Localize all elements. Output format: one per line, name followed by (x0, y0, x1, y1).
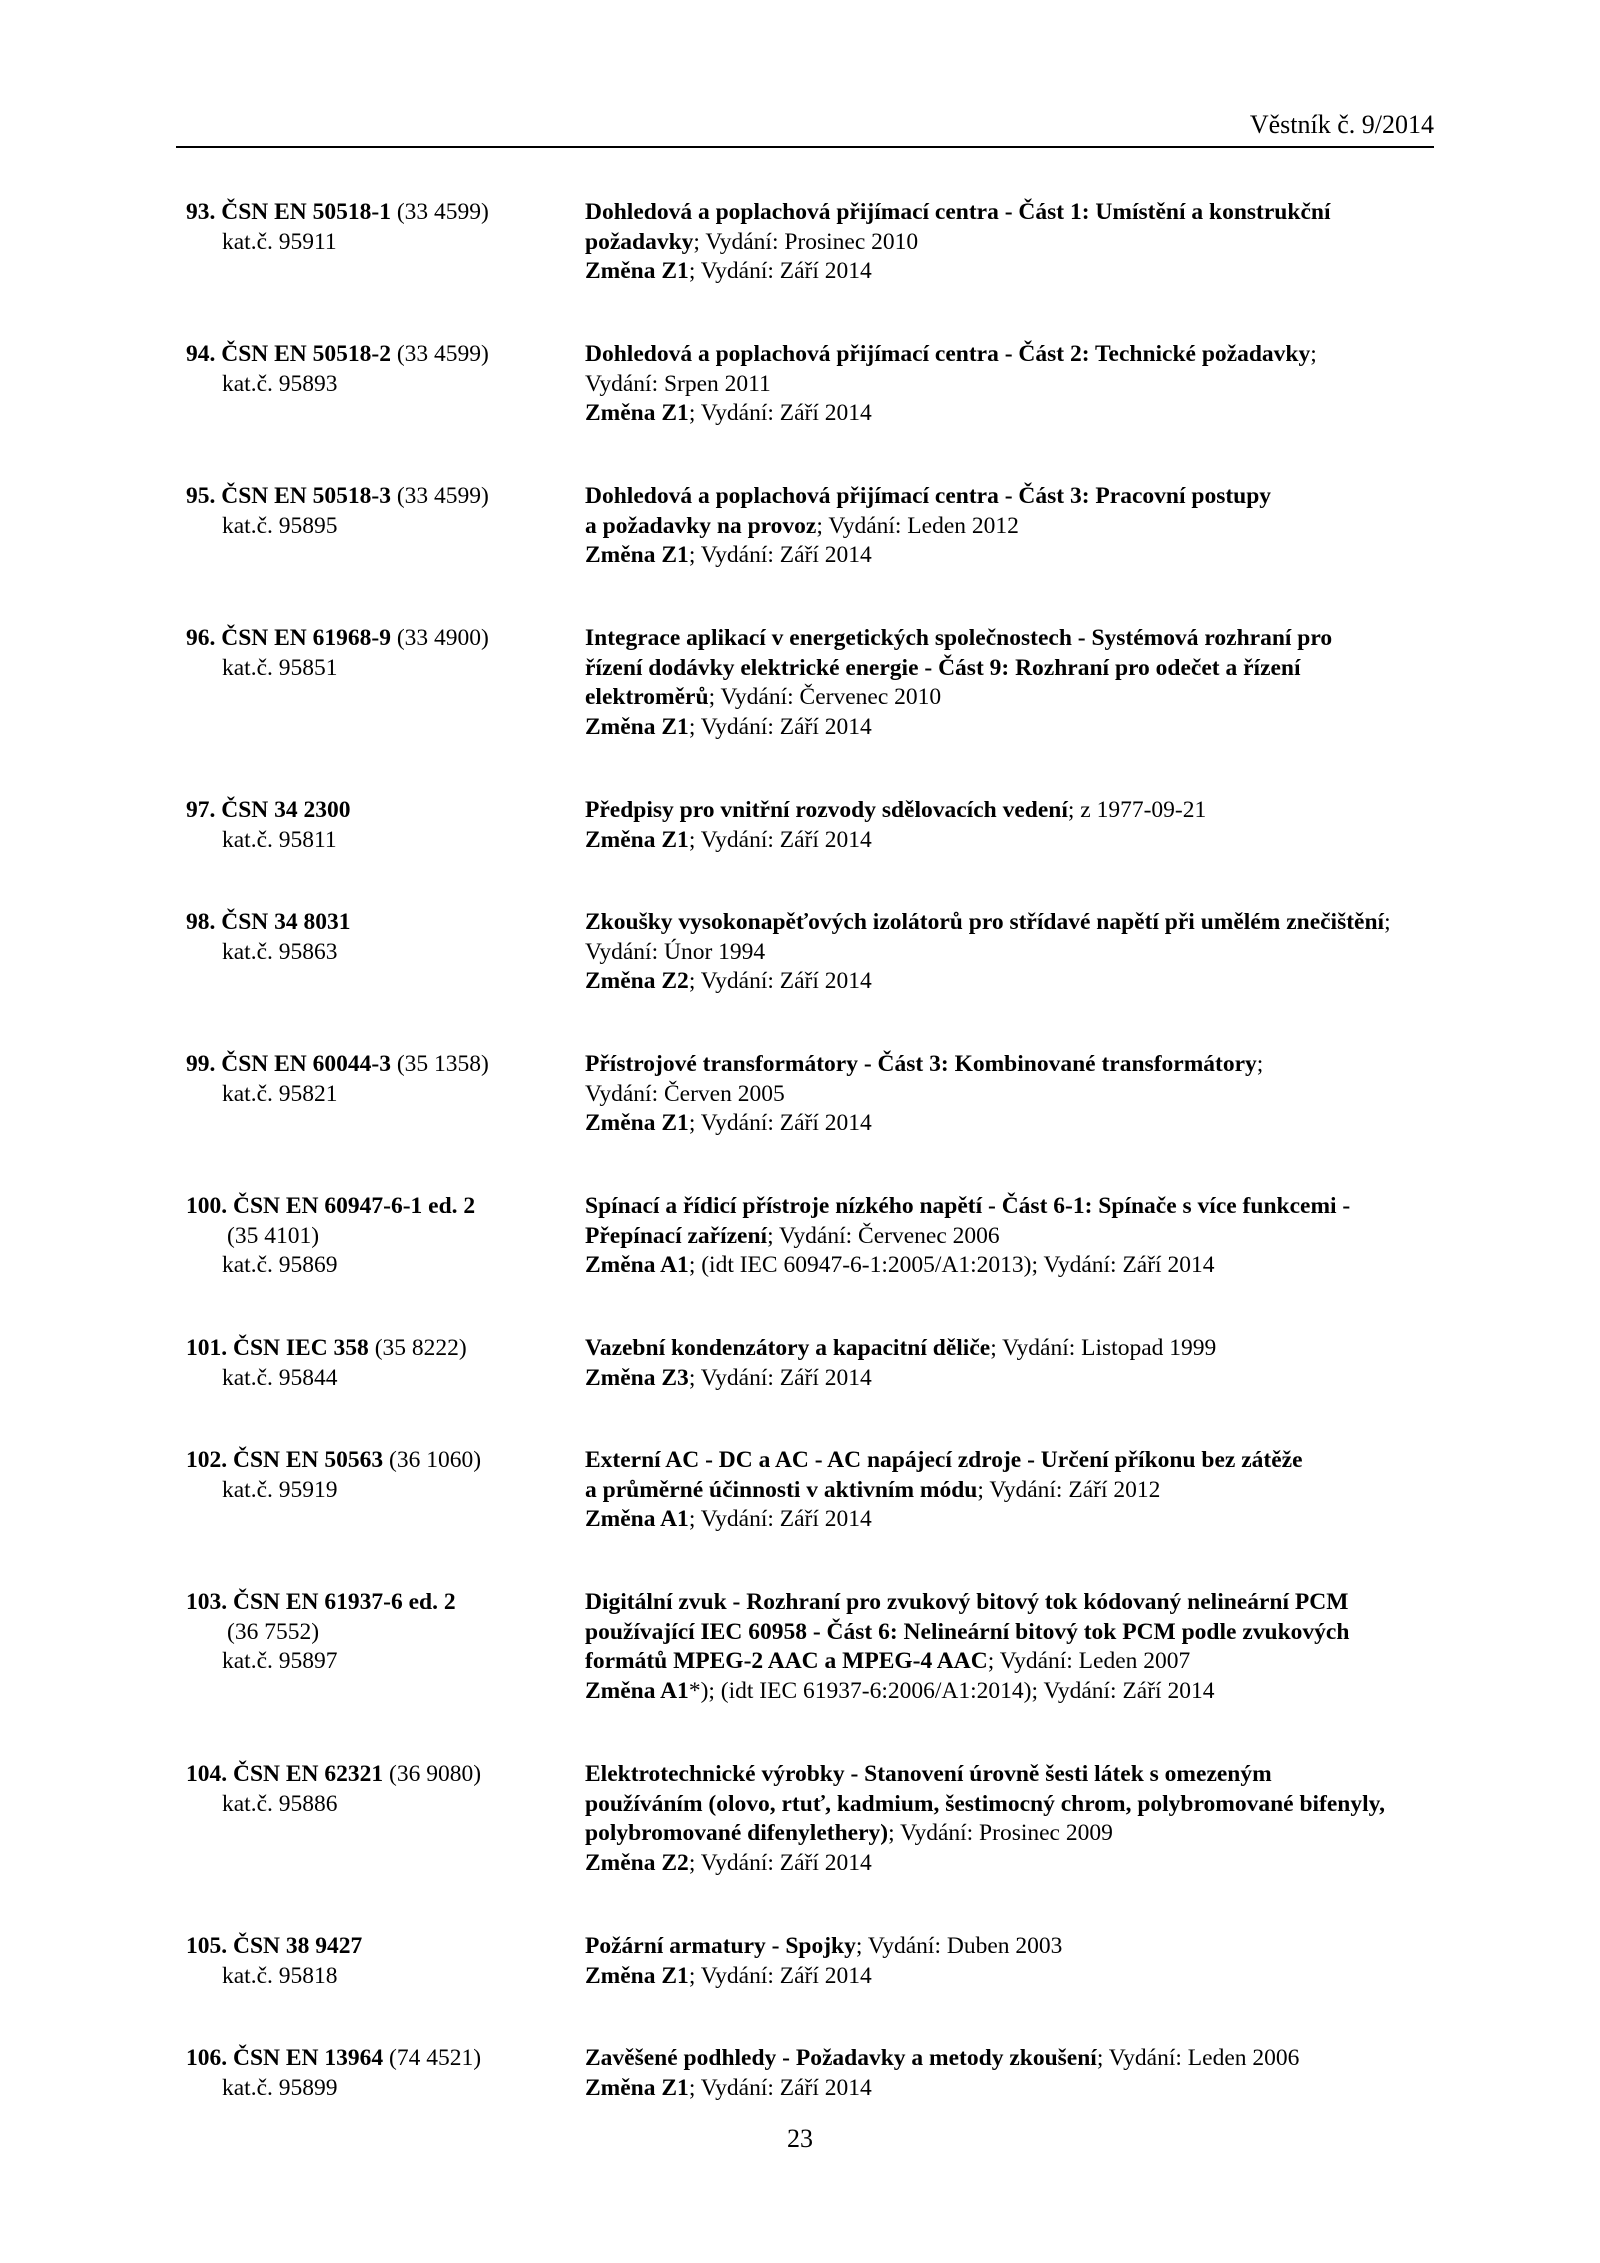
amendment-label: Změna Z3 (585, 1364, 689, 1391)
title-suffix: ; Vydání: Listopad 1999 (990, 1335, 1217, 1361)
standard-code: ČSN EN 50518-3 (221, 483, 391, 509)
amendment-issue: ; Vydání: Září 2014 (688, 1962, 872, 1989)
standard-code: ČSN EN 61968-9 (221, 625, 391, 651)
standard-description (585, 908, 1465, 997)
title-suffix: ; Vydání: Červenec 2006 (767, 1222, 1000, 1249)
standard-code-line (186, 1334, 576, 1364)
entry-number: 102. (186, 1447, 228, 1473)
standard-identifier (186, 340, 576, 399)
standard-title: Spínací a řídicí přístroje nízkého napětí - Část 6-1: Spínače s více funkcemi - (585, 1193, 1351, 1219)
catalogue-number-line (186, 1790, 576, 1820)
title-suffix: ; z 1977-09-21 (1067, 797, 1207, 823)
amendment-line (585, 2074, 1465, 2104)
classification-code: (36 9080) (383, 1761, 482, 1787)
title-suffix: ; Vydání: Leden 2006 (1096, 2045, 1300, 2071)
amendment-line (585, 1849, 1465, 1879)
standard-title: Zkoušky vysokonapěťových izolátorů pro střídavé napětí při umělém znečištění (585, 909, 1385, 935)
entry-number: 94. (186, 341, 216, 367)
amendment-issue: ; (idt IEC 60947-6-1:2005/A1:2013); Vydání: Září 2014 (688, 1252, 1215, 1278)
classification-code: (36 1060) (383, 1447, 482, 1473)
standard-code-line (186, 1760, 576, 1790)
classification-code-line (186, 1222, 576, 1252)
amendment-issue: ; Vydání: Září 2014 (688, 1849, 872, 1876)
amendment-issue: ; Vydání: Září 2014 (688, 1110, 872, 1136)
standard-code: ČSN 34 2300 (221, 797, 351, 823)
amendment-label: Změna Z1 (585, 713, 689, 740)
standard-title: Digitální zvuk - Rozhraní pro zvukový bitový tok kódovaný nelineární PCM (585, 1589, 1349, 1615)
entry-number: 99. (186, 1051, 216, 1077)
catalogue-number: kat.č. 95911 (222, 228, 337, 255)
issue-line (585, 370, 1465, 400)
entry-number: 104. (186, 1761, 228, 1787)
catalogue-number: kat.č. 95851 (222, 654, 338, 681)
standard-identifier (186, 908, 576, 967)
title-suffix: ; (1310, 341, 1317, 367)
standard-code-line (186, 1588, 576, 1618)
title-line (585, 1760, 1465, 1790)
amendment-label: Změna Z1 (585, 542, 689, 568)
standard-identifier (186, 1334, 576, 1393)
amendment-issue: ; Vydání: Září 2014 (688, 542, 872, 568)
amendment-line (585, 1505, 1465, 1535)
catalogue-number: kat.č. 95919 (222, 1476, 338, 1503)
catalogue-number: kat.č. 95897 (222, 1648, 338, 1674)
title-line (585, 1050, 1465, 1080)
standard-code-line (186, 796, 576, 826)
standard-code-line (186, 1192, 576, 1222)
catalogue-number: kat.č. 95869 (222, 1252, 338, 1278)
standard-code: ČSN 38 9427 (233, 1933, 363, 1959)
entry-number: 98. (186, 909, 216, 935)
title-suffix: ; Vydání: Leden 2007 (987, 1648, 1191, 1674)
standard-code-line (186, 198, 576, 228)
catalogue-number: kat.č. 95818 (222, 1962, 338, 1989)
amendment-line (585, 826, 1465, 856)
amendment-issue: ; Vydání: Září 2014 (688, 826, 872, 853)
amendment-line (585, 967, 1465, 997)
title-line (585, 624, 1465, 654)
standard-code-line (186, 908, 576, 938)
title-line (585, 340, 1465, 370)
standard-title: Vazební kondenzátory a kapacitní děliče (585, 1335, 991, 1361)
title-line (585, 1334, 1465, 1364)
standard-title: formátů MPEG-2 AAC a MPEG-4 AAC (585, 1648, 988, 1674)
amendment-line (585, 1251, 1465, 1281)
catalogue-number-line (186, 1476, 576, 1506)
classification-code: (33 4599) (390, 483, 489, 509)
entry-number: 100. (186, 1193, 228, 1219)
standard-code-line (186, 1446, 576, 1476)
standard-code: ČSN EN 60044-3 (221, 1051, 391, 1077)
standard-code: ČSN EN 62321 (233, 1761, 384, 1787)
amendment-label: Změna Z1 (585, 258, 689, 284)
page-footer (0, 2124, 1600, 2154)
amendment-label: Změna A1 (585, 1677, 689, 1704)
standard-title: polybromované difenylethery) (585, 1820, 889, 1846)
issue-date: Vydání: Červen 2005 (585, 1080, 785, 1107)
standard-title: Přepínací zařízení (585, 1222, 768, 1249)
entry-number: 103. (186, 1589, 228, 1615)
entry-number: 105. (186, 1933, 228, 1959)
amendment-line (585, 399, 1465, 429)
title-line (585, 1790, 1465, 1820)
title-line (585, 1618, 1465, 1648)
catalogue-number-line (186, 1080, 576, 1110)
standard-identifier (186, 1050, 576, 1109)
title-line (585, 1647, 1465, 1677)
page-number: 23 (787, 2124, 813, 2153)
standard-code: ČSN EN 61937-6 ed. 2 (233, 1589, 456, 1615)
standard-identifier (186, 1588, 576, 1677)
standard-code-line (186, 2044, 576, 2074)
standard-title: Dohledová a poplachová přijímací centra - Část 1: Umístění a konstrukční (585, 199, 1331, 225)
amendment-issue: ; Vydání: Září 2014 (688, 1364, 872, 1391)
standard-code-line (186, 624, 576, 654)
entry-number: 106. (186, 2045, 228, 2071)
amendment-line (585, 1364, 1465, 1394)
catalogue-number-line (186, 1647, 576, 1677)
amendment-line (585, 713, 1465, 743)
classification-code: (33 4599) (390, 199, 489, 225)
catalogue-number: kat.č. 95811 (222, 826, 337, 853)
standard-code-line (186, 1050, 576, 1080)
standard-title: a požadavky na provoz (585, 512, 817, 539)
title-suffix: ; Vydání: Leden 2012 (816, 512, 1019, 539)
title-line (585, 1446, 1465, 1476)
amendment-issue: ; Vydání: Září 2014 (688, 400, 872, 426)
standard-code: ČSN EN 13964 (233, 2045, 384, 2071)
title-line (585, 1932, 1465, 1962)
standard-description (585, 1932, 1465, 1991)
catalogue-number-line (186, 370, 576, 400)
standard-identifier (186, 796, 576, 855)
title-suffix: ; Vydání: Červenec 2010 (708, 684, 942, 710)
issue-date: Vydání: Srpen 2011 (585, 370, 771, 397)
title-line (585, 198, 1465, 228)
catalogue-number-line (186, 228, 576, 258)
amendment-issue: ; Vydání: Září 2014 (688, 2074, 872, 2101)
title-line (585, 908, 1465, 938)
title-line (585, 228, 1465, 258)
standard-code-line (186, 340, 576, 370)
title-line (585, 1588, 1465, 1618)
title-suffix: ; Vydání: Duben 2003 (855, 1933, 1063, 1959)
standard-description (585, 1192, 1465, 1281)
journal-issue-title: Věstník č. 9/2014 (1249, 110, 1434, 139)
catalogue-number: kat.č. 95863 (222, 938, 338, 965)
standard-description (585, 796, 1465, 855)
catalogue-number: kat.č. 95821 (222, 1080, 338, 1107)
catalogue-number-line (186, 1962, 576, 1992)
standard-code: ČSN 34 8031 (221, 909, 351, 935)
title-suffix: ; Vydání: Prosinec 2009 (888, 1820, 1113, 1846)
standard-code-line (186, 1932, 576, 1962)
classification-code: (74 4521) (383, 2045, 482, 2071)
title-line (585, 1192, 1465, 1222)
catalogue-number-line (186, 938, 576, 968)
classification-code: (33 4900) (390, 625, 489, 651)
classification-code: (35 4101) (227, 1222, 320, 1249)
standard-code: ČSN EN 50563 (233, 1447, 384, 1473)
amendment-issue: ; Vydání: Září 2014 (688, 258, 872, 284)
amendment-line (585, 1109, 1465, 1139)
title-suffix: ; Vydání: Prosinec 2010 (693, 228, 919, 255)
amendment-line (585, 541, 1465, 571)
classification-code: (35 1358) (390, 1051, 489, 1077)
title-line (585, 1222, 1465, 1252)
standard-description (585, 1334, 1465, 1393)
standard-code: ČSN EN 50518-2 (221, 341, 391, 367)
standard-title: Elektrotechnické výrobky - Stanovení úrovně šesti látek s omezeným (585, 1761, 1272, 1787)
standard-description (585, 1446, 1465, 1535)
issue-line (585, 1080, 1465, 1110)
catalogue-number: kat.č. 95899 (222, 2074, 338, 2101)
standard-identifier (186, 1760, 576, 1819)
standard-title: Zavěšené podhledy - Požadavky a metody zkoušení (585, 2045, 1097, 2071)
entry-number: 96. (186, 625, 216, 651)
amendment-issue: ; Vydání: Září 2014 (688, 1506, 872, 1532)
issue-date: Vydání: Únor 1994 (585, 938, 766, 965)
amendment-label: Změna Z1 (585, 400, 689, 426)
amendment-label: Změna Z1 (585, 826, 689, 853)
standard-identifier (186, 2044, 576, 2103)
standard-identifier (186, 1192, 576, 1281)
amendment-label: Změna Z1 (585, 2074, 689, 2101)
catalogue-number: kat.č. 95844 (222, 1364, 338, 1391)
entry-number: 95. (186, 483, 216, 509)
page-header (176, 108, 1434, 148)
standard-description (585, 482, 1465, 571)
entry-number: 101. (186, 1335, 228, 1361)
classification-code: (36 7552) (227, 1618, 320, 1645)
title-line (585, 1476, 1465, 1506)
amendment-label: Změna A1 (585, 1252, 689, 1278)
standard-title: používáním (olovo, rtuť, kadmium, šestimocný chrom, polybromované bifenyly, (585, 1790, 1385, 1817)
title-line (585, 1819, 1465, 1849)
catalogue-number-line (186, 1364, 576, 1394)
standard-title: řízení dodávky elektrické energie - Část 9: Rozhraní pro odečet a řízení (585, 654, 1301, 681)
standard-title: Předpisy pro vnitřní rozvody sdělovacích vedení (585, 797, 1068, 823)
standard-description (585, 1588, 1465, 1706)
catalogue-number: kat.č. 95895 (222, 512, 338, 539)
standard-title: Požární armatury - Spojky (585, 1933, 856, 1959)
amendment-label: Změna Z2 (585, 968, 689, 994)
catalogue-number: kat.č. 95886 (222, 1790, 338, 1817)
classification-code-line (186, 1618, 576, 1648)
standard-title: Dohledová a poplachová přijímací centra - Část 2: Technické požadavky (585, 341, 1311, 367)
entry-number: 97. (186, 797, 216, 823)
catalogue-number-line (186, 1251, 576, 1281)
catalogue-number-line (186, 826, 576, 856)
standard-identifier (186, 198, 576, 257)
standard-title: Dohledová a poplachová přijímací centra - Část 3: Pracovní postupy (585, 483, 1272, 509)
classification-code: (33 4599) (390, 341, 489, 367)
standard-title: Externí AC - DC a AC - AC napájecí zdroje - Určení příkonu bez zátěže (585, 1447, 1303, 1473)
catalogue-number-line (186, 512, 576, 542)
catalogue-number: kat.č. 95893 (222, 370, 338, 397)
standard-identifier (186, 624, 576, 683)
amendment-issue: ; Vydání: Září 2014 (688, 968, 872, 994)
catalogue-number-line (186, 2074, 576, 2104)
standard-code: ČSN EN 50518-1 (221, 199, 391, 225)
standard-code: ČSN EN 60947-6-1 ed. 2 (233, 1193, 476, 1219)
entry-number: 93. (186, 199, 216, 225)
catalogue-number-line (186, 654, 576, 684)
title-line (585, 683, 1465, 713)
standard-title: Integrace aplikací v energetických společnostech - Systémová rozhraní pro (585, 625, 1333, 651)
title-line (585, 796, 1465, 826)
standard-identifier (186, 1932, 576, 1991)
standard-title: elektroměrů (585, 684, 709, 710)
amendment-label: Změna Z2 (585, 1849, 689, 1876)
standard-title: a průměrné účinnosti v aktivním módu (585, 1476, 978, 1503)
amendment-line (585, 257, 1465, 287)
title-suffix: ; Vydání: Září 2012 (977, 1476, 1161, 1503)
standard-description (585, 1050, 1465, 1139)
standard-title: požadavky (585, 228, 694, 255)
standard-description (585, 340, 1465, 429)
amendment-issue: *); (idt IEC 61937-6:2006/A1:2014); Vydání: Září 2014 (688, 1677, 1215, 1704)
standard-title: Přístrojové transformátory - Část 3: Kombinované transformátory (585, 1051, 1257, 1077)
title-line (585, 512, 1465, 542)
standard-identifier (186, 482, 576, 541)
classification-code: (35 8222) (368, 1335, 467, 1361)
standard-description (585, 2044, 1465, 2103)
standard-code: ČSN IEC 358 (233, 1335, 369, 1361)
title-line (585, 654, 1465, 684)
title-suffix: ; (1384, 909, 1391, 935)
title-line (585, 2044, 1465, 2074)
amendment-label: Změna Z1 (585, 1110, 689, 1136)
amendment-label: Změna Z1 (585, 1962, 689, 1989)
standard-code-line (186, 482, 576, 512)
title-suffix: ; (1256, 1051, 1264, 1077)
amendment-label: Změna A1 (585, 1506, 689, 1532)
standard-identifier (186, 1446, 576, 1505)
title-line (585, 482, 1465, 512)
standard-description (585, 624, 1465, 742)
amendment-line (585, 1962, 1465, 1992)
standard-description (585, 1760, 1465, 1878)
standard-description (585, 198, 1465, 287)
standard-title: používající IEC 60958 - Část 6: Nelineární bitový tok PCM podle zvukových (585, 1618, 1350, 1645)
amendment-line (585, 1677, 1465, 1707)
amendment-issue: ; Vydání: Září 2014 (688, 713, 872, 740)
issue-line (585, 938, 1465, 968)
